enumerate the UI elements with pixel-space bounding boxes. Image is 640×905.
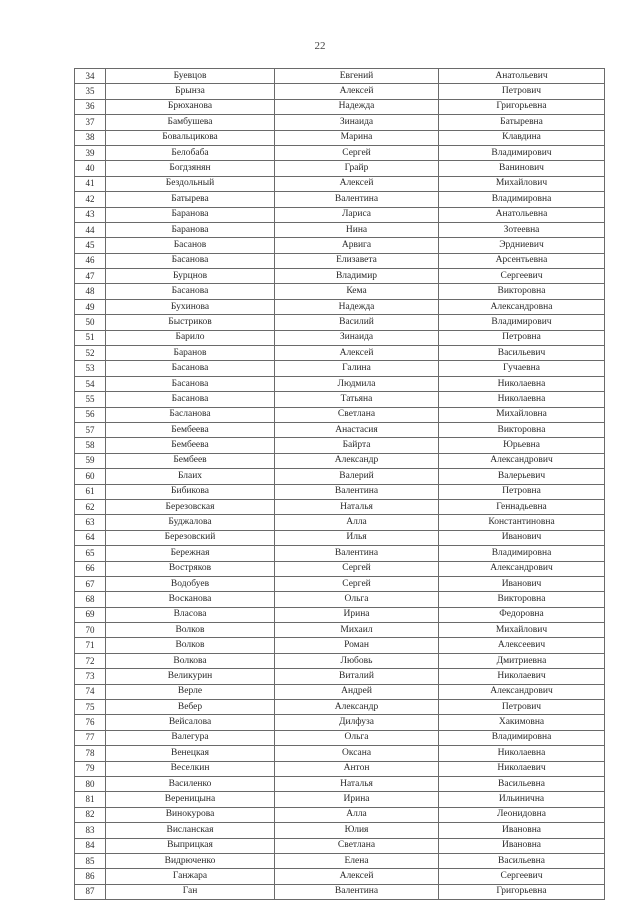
table-row <box>75 653 605 668</box>
row-number-cell: 70 <box>75 623 106 638</box>
table-row <box>75 853 605 868</box>
last-name-cell: Волкова <box>106 653 275 668</box>
row-number-cell: 55 <box>75 392 106 407</box>
first-name-cell: Валентина <box>275 546 439 561</box>
last-name-cell: Восканова <box>106 592 275 607</box>
patronymic-cell: Анатольевна <box>439 207 605 222</box>
last-name-cell: Волков <box>106 623 275 638</box>
first-name-cell: Ирина <box>275 792 439 807</box>
patronymic-cell: Сергеевич <box>439 269 605 284</box>
first-name-cell: Надежда <box>275 99 439 114</box>
table-row <box>75 823 605 838</box>
row-number-cell: 69 <box>75 607 106 622</box>
row-number-cell: 87 <box>75 884 106 899</box>
patronymic-cell: Васильевна <box>439 853 605 868</box>
patronymic-cell: Эрдниевич <box>439 238 605 253</box>
first-name-cell: Марина <box>275 130 439 145</box>
row-number-cell: 47 <box>75 269 106 284</box>
row-number-cell: 81 <box>75 792 106 807</box>
row-number-cell: 71 <box>75 638 106 653</box>
last-name-cell: Винокурова <box>106 807 275 822</box>
last-name-cell: Вереницына <box>106 792 275 807</box>
first-name-cell: Евгений <box>275 69 439 84</box>
first-name-cell: Василий <box>275 315 439 330</box>
row-number-cell: 86 <box>75 869 106 884</box>
table-row <box>75 638 605 653</box>
first-name-cell: Елена <box>275 853 439 868</box>
last-name-cell: Висланская <box>106 823 275 838</box>
first-name-cell: Александр <box>275 453 439 468</box>
patronymic-cell: Викторовна <box>439 422 605 437</box>
roster-table-body <box>75 69 605 900</box>
patronymic-cell: Юрьевна <box>439 438 605 453</box>
patronymic-cell: Николаевич <box>439 669 605 684</box>
table-row <box>75 161 605 176</box>
last-name-cell: Великурин <box>106 669 275 684</box>
patronymic-cell: Константиновна <box>439 515 605 530</box>
patronymic-cell: Арсентьевна <box>439 253 605 268</box>
last-name-cell: Баранова <box>106 207 275 222</box>
row-number-cell: 39 <box>75 145 106 160</box>
first-name-cell: Надежда <box>275 299 439 314</box>
table-row <box>75 715 605 730</box>
last-name-cell: Богдзянян <box>106 161 275 176</box>
patronymic-cell: Александрович <box>439 453 605 468</box>
last-name-cell: Басанова <box>106 361 275 376</box>
last-name-cell: Баранова <box>106 222 275 237</box>
patronymic-cell: Васильевна <box>439 776 605 791</box>
table-row <box>75 776 605 791</box>
row-number-cell: 34 <box>75 69 106 84</box>
table-row <box>75 99 605 114</box>
first-name-cell: Грайр <box>275 161 439 176</box>
row-number-cell: 76 <box>75 715 106 730</box>
table-row <box>75 700 605 715</box>
first-name-cell: Зинаида <box>275 330 439 345</box>
last-name-cell: Венецкая <box>106 746 275 761</box>
last-name-cell: Басанов <box>106 238 275 253</box>
patronymic-cell: Владимировна <box>439 192 605 207</box>
patronymic-cell: Гучаевна <box>439 361 605 376</box>
last-name-cell: Востряков <box>106 561 275 576</box>
last-name-cell: Волков <box>106 638 275 653</box>
last-name-cell: Брынза <box>106 84 275 99</box>
row-number-cell: 37 <box>75 115 106 130</box>
last-name-cell: Веселкин <box>106 761 275 776</box>
row-number-cell: 64 <box>75 530 106 545</box>
patronymic-cell: Николаевна <box>439 392 605 407</box>
table-row <box>75 453 605 468</box>
first-name-cell: Алексей <box>275 869 439 884</box>
first-name-cell: Валерий <box>275 469 439 484</box>
last-name-cell: Басанова <box>106 392 275 407</box>
row-number-cell: 62 <box>75 499 106 514</box>
first-name-cell: Кема <box>275 284 439 299</box>
table-row <box>75 869 605 884</box>
last-name-cell: Ганжара <box>106 869 275 884</box>
table-row <box>75 253 605 268</box>
patronymic-cell: Петровна <box>439 330 605 345</box>
row-number-cell: 82 <box>75 807 106 822</box>
first-name-cell: Наталья <box>275 499 439 514</box>
table-row <box>75 192 605 207</box>
last-name-cell: Водобуев <box>106 576 275 591</box>
last-name-cell: Бурцнов <box>106 269 275 284</box>
first-name-cell: Нина <box>275 222 439 237</box>
table-row <box>75 607 605 622</box>
row-number-cell: 85 <box>75 853 106 868</box>
table-row <box>75 792 605 807</box>
first-name-cell: Андрей <box>275 684 439 699</box>
row-number-cell: 84 <box>75 838 106 853</box>
last-name-cell: Буджалова <box>106 515 275 530</box>
row-number-cell: 56 <box>75 407 106 422</box>
last-name-cell: Белобаба <box>106 145 275 160</box>
first-name-cell: Илья <box>275 530 439 545</box>
row-number-cell: 59 <box>75 453 106 468</box>
last-name-cell: Вебер <box>106 700 275 715</box>
first-name-cell: Арвига <box>275 238 439 253</box>
last-name-cell: Буевцов <box>106 69 275 84</box>
patronymic-cell: Дмитриевна <box>439 653 605 668</box>
first-name-cell: Татьяна <box>275 392 439 407</box>
last-name-cell: Березовский <box>106 530 275 545</box>
first-name-cell: Дилфуза <box>275 715 439 730</box>
patronymic-cell: Николаевна <box>439 746 605 761</box>
row-number-cell: 36 <box>75 99 106 114</box>
patronymic-cell: Хакимовна <box>439 715 605 730</box>
first-name-cell: Алла <box>275 515 439 530</box>
last-name-cell: Бембеева <box>106 422 275 437</box>
row-number-cell: 77 <box>75 730 106 745</box>
last-name-cell: Брюханова <box>106 99 275 114</box>
first-name-cell: Роман <box>275 638 439 653</box>
page-number: 22 <box>314 40 326 52</box>
table-row <box>75 69 605 84</box>
last-name-cell: Бибикова <box>106 484 275 499</box>
patronymic-cell: Михайлович <box>439 623 605 638</box>
table-row <box>75 438 605 453</box>
last-name-cell: Блаих <box>106 469 275 484</box>
first-name-cell: Валентина <box>275 192 439 207</box>
patronymic-cell: Григорьевна <box>439 99 605 114</box>
table-row <box>75 576 605 591</box>
table-row <box>75 592 605 607</box>
row-number-cell: 73 <box>75 669 106 684</box>
table-row <box>75 346 605 361</box>
last-name-cell: Валегура <box>106 730 275 745</box>
table-row <box>75 315 605 330</box>
last-name-cell: Выприцкая <box>106 838 275 853</box>
table-row <box>75 407 605 422</box>
table-row <box>75 269 605 284</box>
row-number-cell: 57 <box>75 422 106 437</box>
last-name-cell: Ган <box>106 884 275 899</box>
patronymic-cell: Валерьевич <box>439 469 605 484</box>
first-name-cell: Галина <box>275 361 439 376</box>
row-number-cell: 75 <box>75 700 106 715</box>
last-name-cell: Василенко <box>106 776 275 791</box>
last-name-cell: Верле <box>106 684 275 699</box>
first-name-cell: Ирина <box>275 607 439 622</box>
row-number-cell: 52 <box>75 346 106 361</box>
patronymic-cell: Сергеевич <box>439 869 605 884</box>
patronymic-cell: Викторовна <box>439 284 605 299</box>
roster-table <box>74 68 605 900</box>
first-name-cell: Светлана <box>275 838 439 853</box>
last-name-cell: Вейсалова <box>106 715 275 730</box>
table-row <box>75 469 605 484</box>
patronymic-cell: Александровна <box>439 299 605 314</box>
first-name-cell: Алла <box>275 807 439 822</box>
first-name-cell: Елизавета <box>275 253 439 268</box>
table-row <box>75 130 605 145</box>
first-name-cell: Антон <box>275 761 439 776</box>
row-number-cell: 50 <box>75 315 106 330</box>
table-row <box>75 422 605 437</box>
last-name-cell: Барило <box>106 330 275 345</box>
row-number-cell: 72 <box>75 653 106 668</box>
table-row <box>75 807 605 822</box>
table-row <box>75 284 605 299</box>
first-name-cell: Сергей <box>275 576 439 591</box>
patronymic-cell: Владимировна <box>439 730 605 745</box>
last-name-cell: Бовальцикова <box>106 130 275 145</box>
last-name-cell: Бамбушева <box>106 115 275 130</box>
first-name-cell: Сергей <box>275 145 439 160</box>
patronymic-cell: Зотеевна <box>439 222 605 237</box>
row-number-cell: 44 <box>75 222 106 237</box>
patronymic-cell: Ильинична <box>439 792 605 807</box>
row-number-cell: 65 <box>75 546 106 561</box>
last-name-cell: Бухинова <box>106 299 275 314</box>
last-name-cell: Бездольный <box>106 176 275 191</box>
table-row <box>75 884 605 899</box>
row-number-cell: 83 <box>75 823 106 838</box>
first-name-cell: Байрта <box>275 438 439 453</box>
last-name-cell: Батырева <box>106 192 275 207</box>
table-row <box>75 84 605 99</box>
table-row <box>75 238 605 253</box>
row-number-cell: 49 <box>75 299 106 314</box>
table-row <box>75 484 605 499</box>
patronymic-cell: Григорьевна <box>439 884 605 899</box>
first-name-cell: Ольга <box>275 730 439 745</box>
last-name-cell: Басланова <box>106 407 275 422</box>
patronymic-cell: Алексеевич <box>439 638 605 653</box>
row-number-cell: 78 <box>75 746 106 761</box>
row-number-cell: 66 <box>75 561 106 576</box>
first-name-cell: Михаил <box>275 623 439 638</box>
last-name-cell: Власова <box>106 607 275 622</box>
patronymic-cell: Петрович <box>439 84 605 99</box>
table-row <box>75 838 605 853</box>
patronymic-cell: Владимирович <box>439 145 605 160</box>
patronymic-cell: Иванович <box>439 576 605 591</box>
table-row <box>75 376 605 391</box>
first-name-cell: Ольга <box>275 592 439 607</box>
row-number-cell: 35 <box>75 84 106 99</box>
table-row <box>75 761 605 776</box>
first-name-cell: Любовь <box>275 653 439 668</box>
patronymic-cell: Петрович <box>439 700 605 715</box>
patronymic-cell: Александрович <box>439 684 605 699</box>
table-row <box>75 623 605 638</box>
row-number-cell: 38 <box>75 130 106 145</box>
patronymic-cell: Викторовна <box>439 592 605 607</box>
patronymic-cell: Ивановна <box>439 838 605 853</box>
row-number-cell: 60 <box>75 469 106 484</box>
first-name-cell: Алексей <box>275 84 439 99</box>
table-row <box>75 546 605 561</box>
last-name-cell: Басанова <box>106 253 275 268</box>
row-number-cell: 40 <box>75 161 106 176</box>
patronymic-cell: Михайлович <box>439 176 605 191</box>
last-name-cell: Бембеева <box>106 438 275 453</box>
table-row <box>75 361 605 376</box>
first-name-cell: Юлия <box>275 823 439 838</box>
first-name-cell: Виталий <box>275 669 439 684</box>
table-row <box>75 669 605 684</box>
first-name-cell: Александр <box>275 700 439 715</box>
row-number-cell: 68 <box>75 592 106 607</box>
first-name-cell: Валентина <box>275 484 439 499</box>
row-number-cell: 58 <box>75 438 106 453</box>
first-name-cell: Светлана <box>275 407 439 422</box>
table-row <box>75 746 605 761</box>
patronymic-cell: Федоровна <box>439 607 605 622</box>
table-row <box>75 730 605 745</box>
row-number-cell: 67 <box>75 576 106 591</box>
patronymic-cell: Владимирович <box>439 315 605 330</box>
patronymic-cell: Ванинович <box>439 161 605 176</box>
patronymic-cell: Ивановна <box>439 823 605 838</box>
patronymic-cell: Клавдина <box>439 130 605 145</box>
row-number-cell: 74 <box>75 684 106 699</box>
patronymic-cell: Иванович <box>439 530 605 545</box>
first-name-cell: Сергей <box>275 561 439 576</box>
first-name-cell: Алексей <box>275 176 439 191</box>
last-name-cell: Быстриков <box>106 315 275 330</box>
last-name-cell: Березовская <box>106 499 275 514</box>
patronymic-cell: Геннадьевна <box>439 499 605 514</box>
last-name-cell: Басанова <box>106 284 275 299</box>
first-name-cell: Лариса <box>275 207 439 222</box>
patronymic-cell: Владимировна <box>439 546 605 561</box>
patronymic-cell: Николаевна <box>439 376 605 391</box>
table-row <box>75 499 605 514</box>
first-name-cell: Людмила <box>275 376 439 391</box>
row-number-cell: 80 <box>75 776 106 791</box>
row-number-cell: 54 <box>75 376 106 391</box>
table-row <box>75 561 605 576</box>
patronymic-cell: Батыревна <box>439 115 605 130</box>
last-name-cell: Бережная <box>106 546 275 561</box>
row-number-cell: 63 <box>75 515 106 530</box>
first-name-cell: Наталья <box>275 776 439 791</box>
patronymic-cell: Михайловна <box>439 407 605 422</box>
table-row <box>75 530 605 545</box>
first-name-cell: Оксана <box>275 746 439 761</box>
first-name-cell: Валентина <box>275 884 439 899</box>
table-row <box>75 684 605 699</box>
patronymic-cell: Александрович <box>439 561 605 576</box>
row-number-cell: 46 <box>75 253 106 268</box>
table-row <box>75 515 605 530</box>
patronymic-cell: Петровна <box>439 484 605 499</box>
row-number-cell: 53 <box>75 361 106 376</box>
last-name-cell: Баранов <box>106 346 275 361</box>
first-name-cell: Зинаида <box>275 115 439 130</box>
row-number-cell: 48 <box>75 284 106 299</box>
table-row <box>75 115 605 130</box>
first-name-cell: Анастасия <box>275 422 439 437</box>
row-number-cell: 43 <box>75 207 106 222</box>
patronymic-cell: Анатольевич <box>439 69 605 84</box>
row-number-cell: 79 <box>75 761 106 776</box>
first-name-cell: Владимир <box>275 269 439 284</box>
last-name-cell: Басанова <box>106 376 275 391</box>
patronymic-cell: Васильевич <box>439 346 605 361</box>
row-number-cell: 61 <box>75 484 106 499</box>
table-row <box>75 176 605 191</box>
table-row <box>75 299 605 314</box>
row-number-cell: 45 <box>75 238 106 253</box>
table-row <box>75 392 605 407</box>
patronymic-cell: Леонидовна <box>439 807 605 822</box>
table-row <box>75 207 605 222</box>
last-name-cell: Видрюченко <box>106 853 275 868</box>
row-number-cell: 42 <box>75 192 106 207</box>
table-row <box>75 330 605 345</box>
table-row <box>75 222 605 237</box>
patronymic-cell: Николаевич <box>439 761 605 776</box>
row-number-cell: 41 <box>75 176 106 191</box>
last-name-cell: Бембеев <box>106 453 275 468</box>
table-row <box>75 145 605 160</box>
row-number-cell: 51 <box>75 330 106 345</box>
first-name-cell: Алексей <box>275 346 439 361</box>
